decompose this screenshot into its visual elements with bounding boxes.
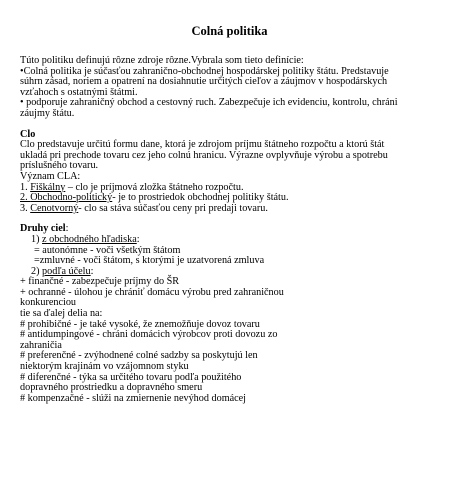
subsection-colon: :: [136, 233, 140, 245]
druhy-section: [20, 224, 452, 404]
druhy-line: zahraničia: [20, 339, 62, 351]
druhy-line: =zmluvné - voči štátom, s ktorými je uzatvorená zmluva: [34, 255, 265, 267]
list-number: 3.: [20, 202, 31, 214]
subsection-heading: [20, 235, 452, 246]
list-term: Obchodno-politický: [30, 192, 113, 204]
document-body: [20, 56, 452, 404]
intro-line: Túto politiku definujú rôzne zdroje rôzne.Vybrala som tieto definície:: [20, 55, 304, 66]
list-text: - je to prostriedok obchodnej politiky štátu.: [112, 192, 289, 204]
subsection-number: 2): [31, 265, 43, 277]
druhy-line: dopravného prostriedku a dopravného smeru: [20, 382, 203, 394]
spacer: [20, 214, 452, 224]
intro-line: súhrn zásad, noriem a opatrení na dosiahnutie určitých cieľov a záujmov v hospodárskych: [20, 76, 388, 88]
clo-section: [20, 130, 452, 215]
druhy-line: # preferenčné - zvýhodnené colné sadzby sa poskytujú len: [20, 350, 258, 362]
list-text: – clo je príjmová zložka štátneho rozpočtu.: [65, 181, 244, 193]
druhy-line: + ochranné - úlohou je chrániť domácu výrobu pred zahraničnou: [20, 286, 284, 298]
intro-line: záujmy štátu.: [20, 107, 75, 119]
subsection-term: podľa účelu: [42, 265, 91, 277]
clo-heading: Clo: [20, 128, 36, 140]
spacer: [20, 120, 452, 130]
clo-list-item: [20, 204, 452, 215]
druhy-line: konkurenciou: [20, 297, 77, 309]
intro-line: •Colná politika je súčasťou zahranično-obchodnej hospodárskej politiky štátu. Predstavuje: [20, 65, 389, 77]
list-number: 2.: [20, 192, 31, 204]
druhy-line: tie sa ďalej delia na:: [20, 308, 103, 320]
druhy-line: # prohibičné - je také vysoké, že znemožňuje dovoz tovaru: [20, 318, 260, 330]
druhy-line: + finančné - zabezpečuje príjmy do ŠR: [20, 276, 180, 288]
list-number: 1.: [20, 181, 31, 193]
subsection-colon: :: [90, 265, 94, 277]
druhy-line: = autonómne - voči všetkým štátom: [34, 244, 181, 256]
list-term: Cenotvorný: [30, 202, 79, 214]
page-title: Colná politika: [191, 24, 268, 38]
clo-meaning-label: Význam CLA:: [20, 170, 81, 182]
druhy-heading: Druhy ciel: [20, 223, 66, 235]
clo-line: Clo predstavuje určitú formu dane, ktorá je zdrojom príjmu štátneho rozpočtu a ktorú štát: [20, 139, 385, 151]
clo-line: príslušného tovaru.: [20, 160, 99, 172]
list-term: Fiškálny: [30, 181, 66, 193]
clo-line: ukladá pri prechode tovaru cez jeho colnú hranicu. Výrazne ovplyvňuje výrobu a spotrebu: [20, 149, 388, 161]
druhy-line: # diferenčné - týka sa určitého tovaru podľa použitého: [20, 371, 242, 383]
list-text: - clo sa stáva súčasťou ceny pri predaji tovaru.: [78, 202, 268, 214]
subsection-number: 1): [31, 233, 43, 245]
druhy-line: # antidumpingové - chráni domácich výrobcov proti dovozu zo: [20, 329, 278, 341]
druhy-line: # kompenzačné - slúži na zmiernenie nevýhod domácej: [20, 392, 247, 404]
druhy-line: niektorým krajinám vo vzájomnom styku: [20, 361, 189, 373]
intro-section: [20, 56, 452, 120]
intro-line: vzťahoch s ostatnými štátmi.: [20, 86, 138, 98]
intro-line: • podporuje zahraničný obchod a cestovný ruch. Zabezpečuje ich evidenciu, kontrolu, chráni: [20, 97, 398, 109]
heading-colon: :: [65, 223, 69, 235]
subsection-term: z obchodného hľadiska: [42, 233, 137, 245]
